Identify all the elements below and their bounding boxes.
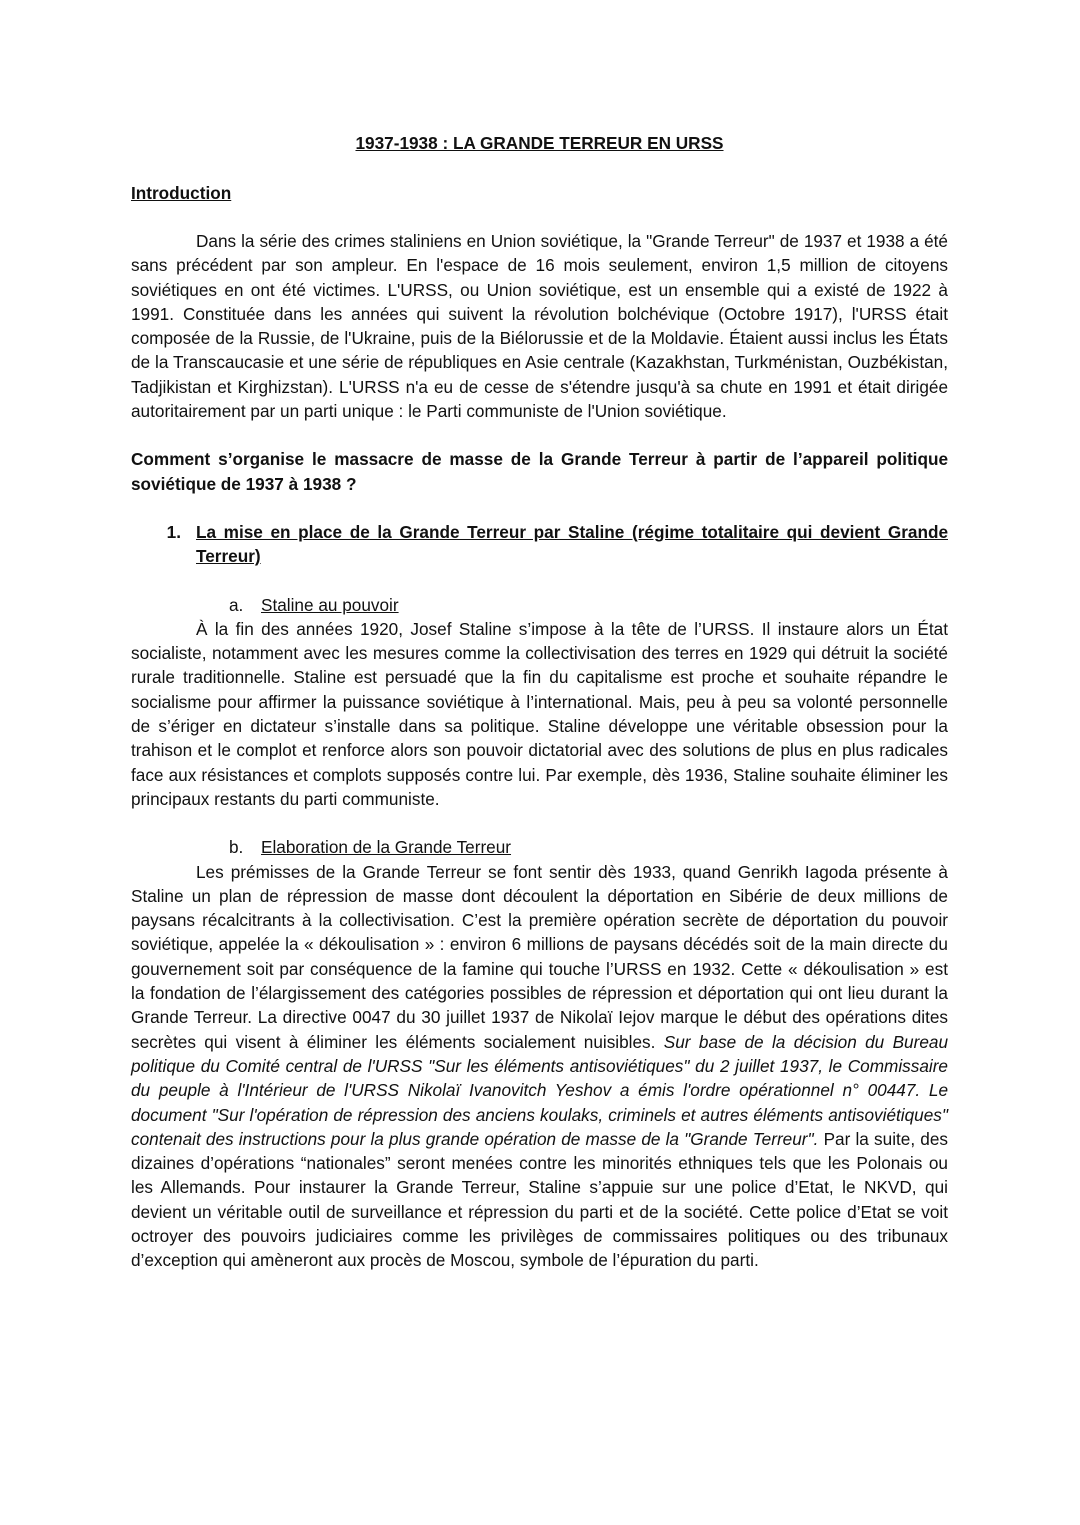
subsection-b-text-part1: Les prémisses de la Grande Terreur se font sentir dès 1933, quand Genrikh Iagoda présente à Staline un plan de répression de masse dont découlent la déportation en Sibérie de deux millions de paysans récalcitrants à la collectivisation. C’est la première opération secrète de déportation du pouvoir soviétique, appelée la « dékoulisation » : environ 6 millions de paysans décédés soit de la main directe du gouvernement soit par conséquence de la famine qui touche l’URSS en 1932. Cette « dékoulisation » est la fondation de l’élargissement des catégories possibles de répression et déportation qui ont lieu durant la Grande Terreur. La directive 0047 du 30 juillet 1937 de Nikolaï Iejov marque le début des opérations dites secrètes qui visent à éliminer les éléments socialement nuisibles.	[131, 861, 948, 1052]
subsection-b-heading	[131, 835, 948, 859]
subsection-b-paragraph	[131, 860, 948, 1273]
subsection-a-letter: a.	[229, 594, 244, 615]
section-1-title: La mise en place de la Grande Terreur par Staline (régime totalitaire qui devient Grande Terreur)	[196, 521, 948, 567]
introduction-heading: Introduction	[131, 183, 232, 203]
subsection-b-title: Elaboration de la Grande Terreur	[261, 837, 512, 858]
subsection-a-heading	[131, 593, 948, 617]
subsection-b-letter: b.	[229, 837, 244, 858]
section-1-number-box	[131, 520, 196, 569]
subsection-b-italic-quote: Sur base de la décision du Bureau politique du Comité central de l'URSS "Sur les éléments antisoviétiques" du 2 juillet 1937, le Commissaire du peuple à l'Intérieur de l'URSS Nikolaï Ivanovitch Yeshov a émis l'ordre opérationnel n° 00447. Le document "Sur l'opération de répression des anciens koulaks, criminels et autres éléments antisoviétiques" contenait des instructions pour la plus grande opération de masse de la "Grande Terreur".	[131, 1031, 949, 1149]
section-1-heading	[131, 520, 948, 569]
subsection-b-text-part2: Par la suite, des dizaines d’opérations “nationales” seront menées contre les minorités ethniques tels que les Polonais ou les Allemands. Pour instaurer la Grande Terreur, Staline s’appuie sur une police d’Etat, le NKVD, qui devient un véritable outil de surveillance et répression du parti et de la société. Cette police d’Etat se voit octroyer des pouvoirs judiciaires comme les privilèges de commissaires politiques ou des tribunaux d’exception qui amèneront aux procès de Moscou, symbole de l’épuration du parti.	[131, 1128, 948, 1271]
document-page	[131, 131, 948, 1273]
section-1-number: 1.	[166, 521, 181, 542]
problematique-question: Comment s’organise le massacre de masse de la Grande Terreur à partir de l’appareil politique soviétique de 1937 à 1938 ?	[131, 449, 948, 494]
introduction-paragraph: Dans la série des crimes staliniens en Union soviétique, la "Grande Terreur" de 1937 et 1938 a été sans précédent par son ampleur. En l'espace de 16 mois seulement, environ 1,5 million de citoyens soviétiques en ont été victimes. L'URSS, ou Union soviétique, est un ensemble qui a existé de 1922 à 1991. Constituée dans les années qui suivent la révolution bolchévique (Octobre 1917), l'URSS était composée de la Russie, de l'Ukraine, puis de la Biélorussie et de la Moldavie. Étaient aussi inclus les États de la Transcaucasie et une série de républiques en Asie centrale (Kazakhstan, Turkménistan, Ouzbékistan, Tadjikistan et Kirghizstan). L'URSS n'a eu de cesse de s'étendre jusqu'à sa chute en 1991 et était dirigée autoritairement par un parti unique : le Parti communiste de l'Union soviétique.	[131, 231, 948, 422]
subsection-a-paragraph: À la fin des années 1920, Josef Staline s’impose à la tête de l’URSS. Il instaure alors un État socialiste, notamment avec les mesures comme la collectivisation des terres en 1929 qui détruit la société rurale traditionnelle. Staline est persuadé que la fin du capitalisme est proche et souhaite répandre le socialisme pour affirmer la puissance soviétique à l’international. Mais, peu à peu sa volonté personnelle de s’ériger en dictateur s’installe dans sa politique. Staline développe une véritable obsession pour la trahison et le complot et renforce alors son pouvoir dictatorial avec des solutions de plus en plus radicales face aux résistances et complots supposés contre lui. Par exemple, dès 1936, Staline souhaite éliminer les principaux restants du parti communiste.	[131, 618, 948, 809]
document-title: 1937-1938 : LA GRANDE TERREUR EN URSS	[355, 133, 724, 153]
subsection-a-title: Staline au pouvoir	[261, 594, 399, 615]
